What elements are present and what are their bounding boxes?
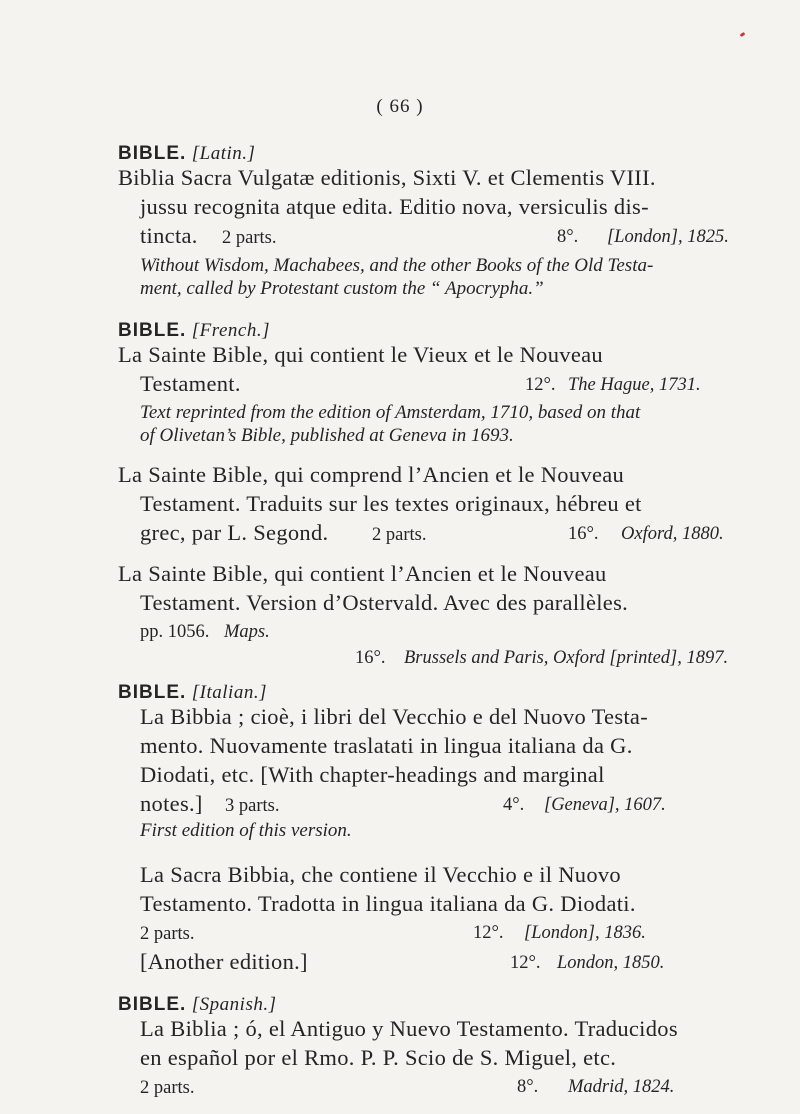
page-number: ( 66 ) [376,96,424,117]
italian-2-parts: 2 parts. [140,924,195,944]
french-2-parts: 2 parts. [372,525,427,545]
entry-heading-latin [118,140,255,166]
italian-1-line-1: La Bibbia ; cioè, i libri del Vecchio e del Nuovo Testa- [140,704,649,729]
french-3-maps: Maps. [224,622,270,642]
entry-heading-spanish [118,991,277,1017]
entry-heading-french [118,317,270,343]
heading-keyword: BIBLE. [118,994,187,1015]
latin-imprint: [London], 1825. [607,227,729,247]
french-3-line-2: Testament. Version d’Ostervald. Avec des parallèles. [140,590,629,615]
french-3-format: 16°. [355,648,386,668]
french-1-note-1: Text reprinted from the edition of Amsterdam, 1710, based on that [140,402,641,423]
heading-keyword: BIBLE. [118,143,187,164]
heading-language: [French.] [191,320,270,341]
latin-parts: 2 parts. [222,228,277,248]
latin-format: 8°. [557,227,579,247]
french-3-imprint: Brussels and Paris, Oxford [printed], 1897. [404,648,729,668]
italian-1-note: First edition of this version. [140,820,352,841]
french-1-format: 12°. [525,375,556,395]
latin-line-1: Biblia Sacra Vulgatæ editionis, Sixti V. et Clementis VIII. [118,165,656,190]
heading-language: [Latin.] [191,143,256,164]
italian-2-format: 12°. [473,923,504,943]
french-2-format: 16°. [568,524,599,544]
italian-1-line-4: notes.] [140,791,203,816]
french-1-note-2: of Olivetan’s Bible, published at Geneva in 1693. [140,425,514,446]
spanish-line-2 [140,1045,616,1071]
spanish-parts: 2 parts. [140,1078,195,1098]
italian-3-imprint: London, 1850. [557,953,665,973]
spanish-line-2-text: en español por el Rmo. P. P. Scio de S. Miguel, etc. [140,1045,617,1070]
french-3-pp [140,619,270,645]
french-2-line-3: grec, par L. Segond. [140,520,329,545]
italian-1-line-3: Diodati, etc. [With chapter-headings and marginal [140,762,605,787]
italian-1-parts: 3 parts. [225,796,280,816]
french-3-pages: pp. 1056. [140,622,210,642]
heading-keyword: BIBLE. [118,320,187,341]
french-1-line-1: La Sainte Bible, qui contient le Vieux et le Nouveau [118,342,603,367]
heading-language: [Spanish.] [191,994,277,1015]
italian-2-line-1: La Sacra Bibbia, che contiene il Vecchio e il Nuovo [140,862,621,887]
latin-note-2: ment, called by Protestant custom the “ Apocrypha.” [140,278,544,299]
spanish-imprint: Madrid, 1824. [568,1077,675,1097]
italian-1-line-2: mento. Nuovamente traslatati in lingua italiana da G. [140,733,633,758]
latin-line-3-text: tincta. [140,223,198,248]
italian-2-line-2: Testamento. Tradotta in lingua italiana da G. Diodati. [140,891,636,916]
french-1-imprint: The Hague, 1731. [568,375,701,395]
entry-heading-italian [118,679,267,705]
italian-3-line: [Another edition.] [140,949,308,974]
french-3-line-1: La Sainte Bible, qui contient l’Ancien et le Nouveau [118,561,607,586]
french-2-imprint: Oxford, 1880. [621,524,724,544]
heading-language: [Italian.] [191,682,267,703]
french-2-line-1: La Sainte Bible, qui comprend l’Ancien et le Nouveau [118,462,625,487]
spanish-format: 8°. [517,1077,539,1097]
italian-1-imprint: [Geneva], 1607. [544,795,666,815]
italian-3-format: 12°. [510,953,541,973]
spanish-line-1: La Biblia ; ó, el Antiguo y Nuevo Testamento. Traducidos [140,1016,678,1041]
italian-1-format: 4°. [503,795,525,815]
latin-line-2: jussu recognita atque edita. Editio nova, versiculis dis- [140,194,649,219]
italian-2-imprint: [London], 1836. [524,923,646,943]
french-1-line-2: Testament. [140,371,241,396]
french-2-line-2: Testament. Traduits sur les textes originaux, hébreu et [140,491,642,516]
ink-mark [740,32,746,37]
heading-keyword: BIBLE. [118,682,187,703]
latin-line-3 [140,223,198,249]
latin-note-1: Without Wisdom, Machabees, and the other Books of the Old Testa- [140,255,654,276]
